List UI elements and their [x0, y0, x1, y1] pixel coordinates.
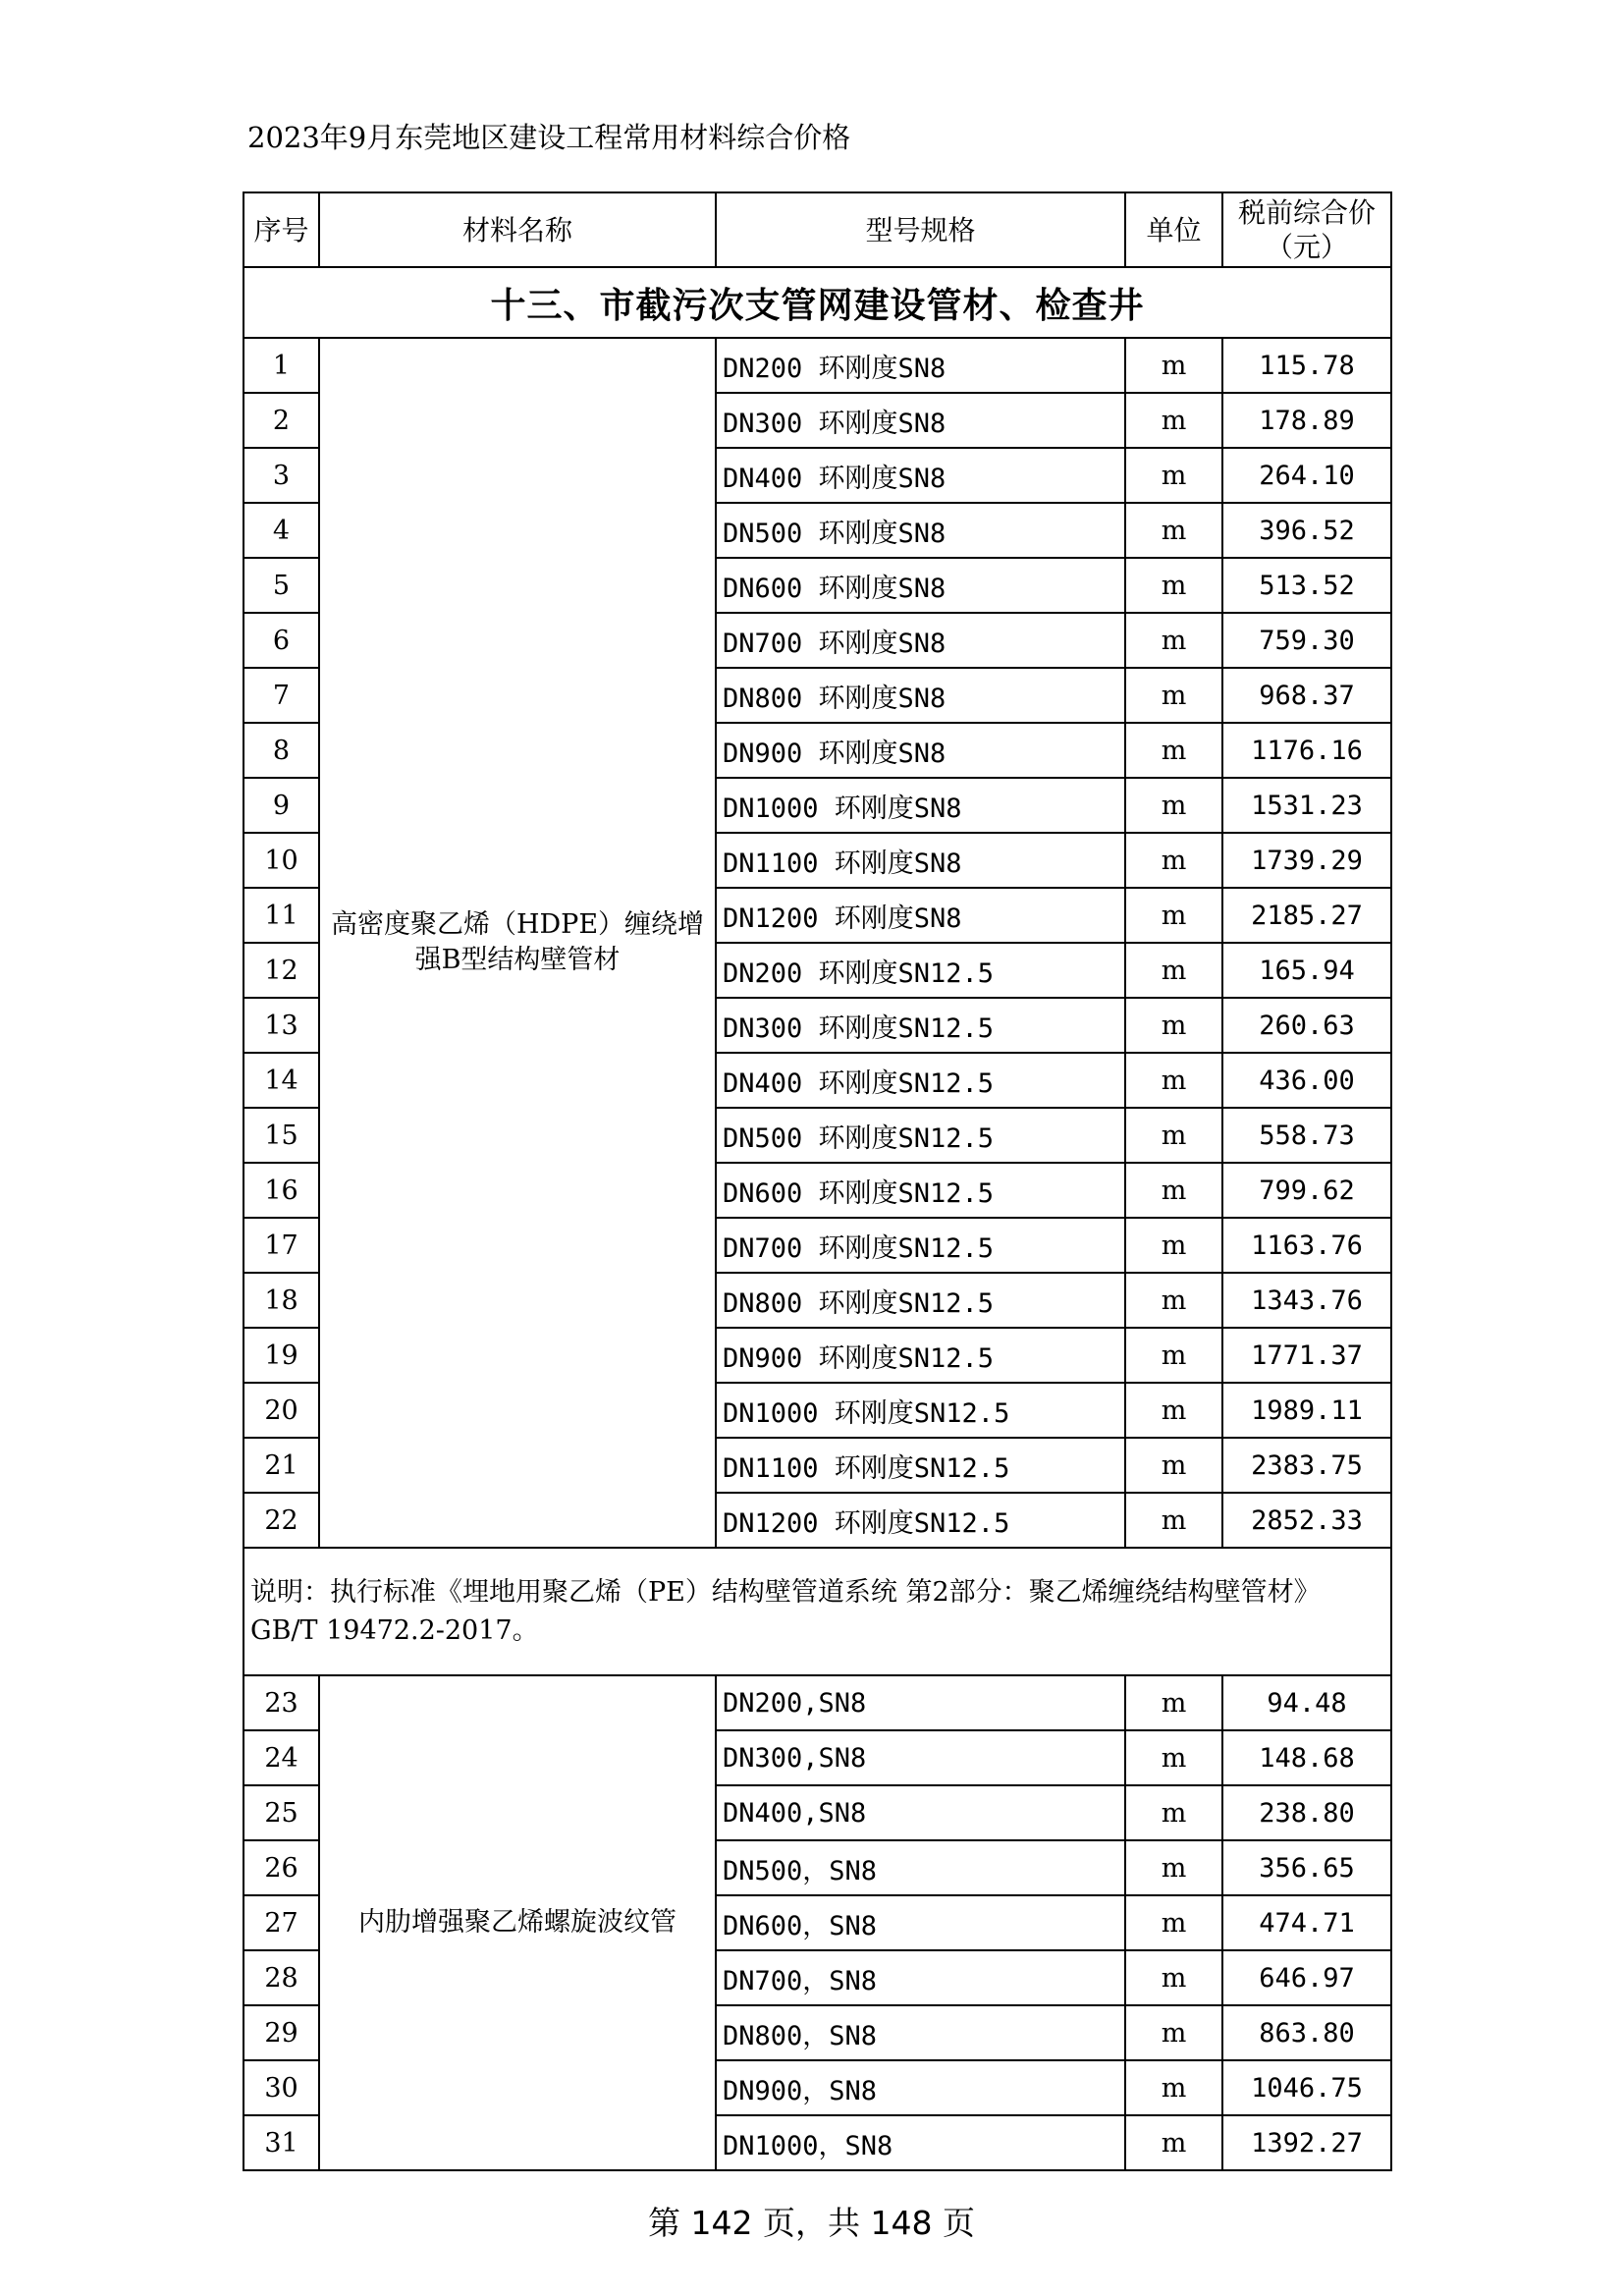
table-row — [243, 1675, 1391, 1730]
row-number: 25 — [243, 1785, 319, 1840]
unit: m — [1125, 1438, 1222, 1493]
model-spec: DN600 环刚度SN8 — [716, 558, 1125, 613]
unit: m — [1125, 2060, 1222, 2115]
unit: m — [1125, 2115, 1222, 2170]
pretax-price: 863.80 — [1222, 2005, 1391, 2060]
model-spec: DN200,SN8 — [716, 1675, 1125, 1730]
pretax-price: 260.63 — [1222, 998, 1391, 1053]
unit: m — [1125, 1163, 1222, 1218]
model-spec: DN600 环刚度SN12.5 — [716, 1163, 1125, 1218]
unit: m — [1125, 1218, 1222, 1273]
unit: m — [1125, 998, 1222, 1053]
unit: m — [1125, 778, 1222, 833]
unit: m — [1125, 1053, 1222, 1108]
model-spec: DN700 环刚度SN8 — [716, 613, 1125, 668]
model-spec: DN1200 环刚度SN8 — [716, 888, 1125, 943]
unit: m — [1125, 1493, 1222, 1548]
pretax-price: 2185.27 — [1222, 888, 1391, 943]
pretax-price: 94.48 — [1222, 1675, 1391, 1730]
unit: m — [1125, 613, 1222, 668]
model-spec: DN900 环刚度SN12.5 — [716, 1328, 1125, 1383]
row-number: 14 — [243, 1053, 319, 1108]
pretax-price: 2383.75 — [1222, 1438, 1391, 1493]
row-number: 1 — [243, 338, 319, 393]
row-number: 26 — [243, 1840, 319, 1895]
unit: m — [1125, 888, 1222, 943]
row-number: 18 — [243, 1273, 319, 1328]
pretax-price: 264.10 — [1222, 448, 1391, 503]
model-spec: DN900 环刚度SN8 — [716, 723, 1125, 778]
pretax-price: 474.71 — [1222, 1895, 1391, 1950]
pretax-price: 759.30 — [1222, 613, 1391, 668]
unit: m — [1125, 833, 1222, 888]
model-spec: DN600，SN8 — [716, 1895, 1125, 1950]
pretax-price: 513.52 — [1222, 558, 1391, 613]
document-title: 2023年9月东莞地区建设工程常用材料综合价格 — [247, 121, 851, 154]
model-spec: DN400 环刚度SN8 — [716, 448, 1125, 503]
header-unit: 单位 — [1125, 192, 1222, 267]
model-spec: DN1100 环刚度SN12.5 — [716, 1438, 1125, 1493]
header-name: 材料名称 — [319, 192, 716, 267]
model-spec: DN1000 环刚度SN8 — [716, 778, 1125, 833]
unit: m — [1125, 338, 1222, 393]
unit: m — [1125, 668, 1222, 723]
pretax-price: 1739.29 — [1222, 833, 1391, 888]
row-number: 2 — [243, 393, 319, 448]
unit: m — [1125, 1383, 1222, 1438]
pretax-price: 1531.23 — [1222, 778, 1391, 833]
row-number: 23 — [243, 1675, 319, 1730]
unit: m — [1125, 723, 1222, 778]
unit: m — [1125, 1108, 1222, 1163]
unit: m — [1125, 1273, 1222, 1328]
unit: m — [1125, 1785, 1222, 1840]
row-number: 24 — [243, 1730, 319, 1785]
row-number: 27 — [243, 1895, 319, 1950]
row-number: 9 — [243, 778, 319, 833]
row-number: 8 — [243, 723, 319, 778]
row-number: 4 — [243, 503, 319, 558]
row-number: 30 — [243, 2060, 319, 2115]
header-row — [243, 192, 1391, 267]
row-number: 5 — [243, 558, 319, 613]
model-spec: DN400,SN8 — [716, 1785, 1125, 1840]
pretax-price: 558.73 — [1222, 1108, 1391, 1163]
section-title: 十三、市截污次支管网建设管材、检查井 — [243, 267, 1391, 338]
unit: m — [1125, 1840, 1222, 1895]
pretax-price: 1046.75 — [1222, 2060, 1391, 2115]
model-spec: DN700 环刚度SN12.5 — [716, 1218, 1125, 1273]
pretax-price: 2852.33 — [1222, 1493, 1391, 1548]
model-spec: DN1000 环刚度SN12.5 — [716, 1383, 1125, 1438]
row-number: 11 — [243, 888, 319, 943]
model-spec: DN800 环刚度SN12.5 — [716, 1273, 1125, 1328]
pretax-price: 646.97 — [1222, 1950, 1391, 2005]
pretax-price: 436.00 — [1222, 1053, 1391, 1108]
unit: m — [1125, 1675, 1222, 1730]
unit: m — [1125, 393, 1222, 448]
price-table — [243, 191, 1392, 2171]
row-number: 28 — [243, 1950, 319, 2005]
pretax-price: 1989.11 — [1222, 1383, 1391, 1438]
header-price: 税前综合价（元） — [1222, 192, 1391, 267]
row-number: 31 — [243, 2115, 319, 2170]
model-spec: DN500，SN8 — [716, 1840, 1125, 1895]
model-spec: DN1000，SN8 — [716, 2115, 1125, 2170]
row-number: 29 — [243, 2005, 319, 2060]
unit: m — [1125, 943, 1222, 998]
section-row — [243, 267, 1391, 338]
pretax-price: 799.62 — [1222, 1163, 1391, 1218]
row-number: 21 — [243, 1438, 319, 1493]
pretax-price: 165.94 — [1222, 943, 1391, 998]
unit: m — [1125, 448, 1222, 503]
note-row — [243, 1548, 1391, 1675]
pretax-price: 1771.37 — [1222, 1328, 1391, 1383]
pretax-price: 148.68 — [1222, 1730, 1391, 1785]
pretax-price: 1392.27 — [1222, 2115, 1391, 2170]
model-spec: DN1200 环刚度SN12.5 — [716, 1493, 1125, 1548]
pretax-price: 968.37 — [1222, 668, 1391, 723]
row-number: 7 — [243, 668, 319, 723]
row-number: 6 — [243, 613, 319, 668]
model-spec: DN900，SN8 — [716, 2060, 1125, 2115]
model-spec: DN500 环刚度SN8 — [716, 503, 1125, 558]
row-number: 12 — [243, 943, 319, 998]
pretax-price: 1163.76 — [1222, 1218, 1391, 1273]
model-spec: DN200 环刚度SN12.5 — [716, 943, 1125, 998]
model-spec: DN700，SN8 — [716, 1950, 1125, 2005]
unit: m — [1125, 1730, 1222, 1785]
model-spec: DN200 环刚度SN8 — [716, 338, 1125, 393]
pretax-price: 238.80 — [1222, 1785, 1391, 1840]
model-spec: DN300,SN8 — [716, 1730, 1125, 1785]
row-number: 19 — [243, 1328, 319, 1383]
row-number: 20 — [243, 1383, 319, 1438]
unit: m — [1125, 1895, 1222, 1950]
table-row — [243, 338, 1391, 393]
unit: m — [1125, 1950, 1222, 2005]
model-spec: DN800 环刚度SN8 — [716, 668, 1125, 723]
model-spec: DN500 环刚度SN12.5 — [716, 1108, 1125, 1163]
model-spec: DN300 环刚度SN8 — [716, 393, 1125, 448]
pretax-price: 396.52 — [1222, 503, 1391, 558]
model-spec: DN1100 环刚度SN8 — [716, 833, 1125, 888]
row-number: 16 — [243, 1163, 319, 1218]
model-spec: DN800，SN8 — [716, 2005, 1125, 2060]
unit: m — [1125, 2005, 1222, 2060]
model-spec: DN300 环刚度SN12.5 — [716, 998, 1125, 1053]
header-no: 序号 — [243, 192, 319, 267]
standard-note: 说明：执行标准《埋地用聚乙烯（PE）结构壁管道系统 第2部分：聚乙烯缠绕结构壁管材》GB/T 19472.2-2017。 — [243, 1548, 1391, 1675]
row-number: 13 — [243, 998, 319, 1053]
row-number: 22 — [243, 1493, 319, 1548]
pretax-price: 1343.76 — [1222, 1273, 1391, 1328]
row-number: 10 — [243, 833, 319, 888]
pretax-price: 115.78 — [1222, 338, 1391, 393]
material-name: 内肋增强聚乙烯螺旋波纹管 — [319, 1675, 716, 2170]
model-spec: DN400 环刚度SN12.5 — [716, 1053, 1125, 1108]
unit: m — [1125, 1328, 1222, 1383]
material-name: 高密度聚乙烯（HDPE）缠绕增强B型结构壁管材 — [319, 338, 716, 1548]
row-number: 3 — [243, 448, 319, 503]
unit: m — [1125, 558, 1222, 613]
row-number: 15 — [243, 1108, 319, 1163]
pretax-price: 356.65 — [1222, 1840, 1391, 1895]
pretax-price: 178.89 — [1222, 393, 1391, 448]
header-spec: 型号规格 — [716, 192, 1125, 267]
unit: m — [1125, 503, 1222, 558]
page-footer: 第 142 页，共 148 页 — [648, 2204, 975, 2242]
pretax-price: 1176.16 — [1222, 723, 1391, 778]
row-number: 17 — [243, 1218, 319, 1273]
